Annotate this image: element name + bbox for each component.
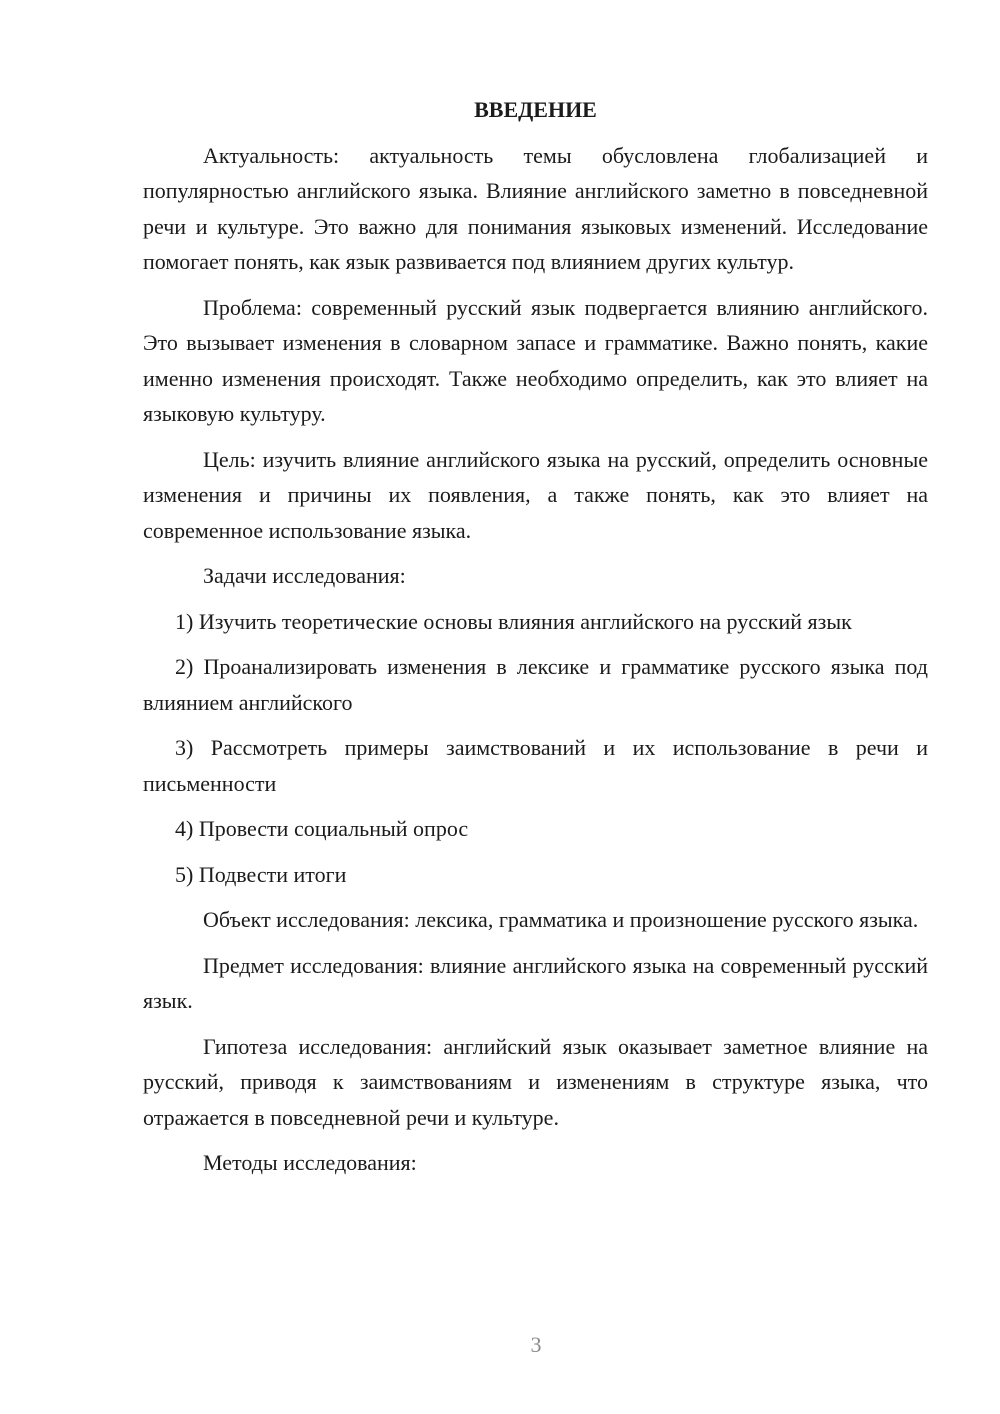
paragraph-goal: Цель: изучить влияние английского языка на русский, определить основные изменения и причины их появления, а также понять, как это влияет на современное использование языка. — [143, 446, 928, 543]
paragraph-relevance: Актуальность: актуальность темы обусловлена глобализацией и популярностью английского языка. Влияние английского заметно в повседневной речи и культуре. Это важно для понимания языковых изменений. Исследование помогает понять, как язык развивается под влиянием других культур. — [143, 142, 928, 274]
methods-heading: Методы исследования: — [203, 1150, 417, 1175]
task-item-1: 1) Изучить теоретические основы влияния английского на русский язык — [175, 608, 852, 634]
task-item-2: 2) Проанализировать изменения в лексике и грамматике русского языка под влиянием английского — [143, 654, 928, 715]
paragraph-object: Объект исследования: лексика, грамматика и произношение русского языка. — [203, 907, 919, 932]
section-title: ВВЕДЕНИЕ — [474, 97, 597, 122]
task-item-3: 3) Рассмотреть примеры заимствований и их использование в речи и письменности — [143, 735, 928, 796]
paragraph-problem: Проблема: современный русский язык подвергается влиянию английского. Это вызывает изменения в словарном запасе и грамматике. Важно понять, какие именно изменения происходят. Также необходимо определить, как это влияет на языковую культуру. — [143, 294, 928, 426]
paragraph-hypothesis: Гипотеза исследования: английский язык оказывает заметное влияние на русский, приводя к заимствованиям и изменениям в структуре языка, что отражается в повседневной речи и культуре. — [143, 1033, 928, 1130]
document-page — [143, 92, 928, 1191]
paragraph-subject: Предмет исследования: влияние английского языка на современный русский язык. — [143, 952, 928, 1013]
tasks-heading: Задачи исследования: — [203, 563, 406, 588]
task-item-4: 4) Провести социальный опрос — [175, 816, 469, 841]
page-number: 3 — [530, 1332, 542, 1357]
task-item-5: 5) Подвести итоги — [175, 861, 347, 887]
